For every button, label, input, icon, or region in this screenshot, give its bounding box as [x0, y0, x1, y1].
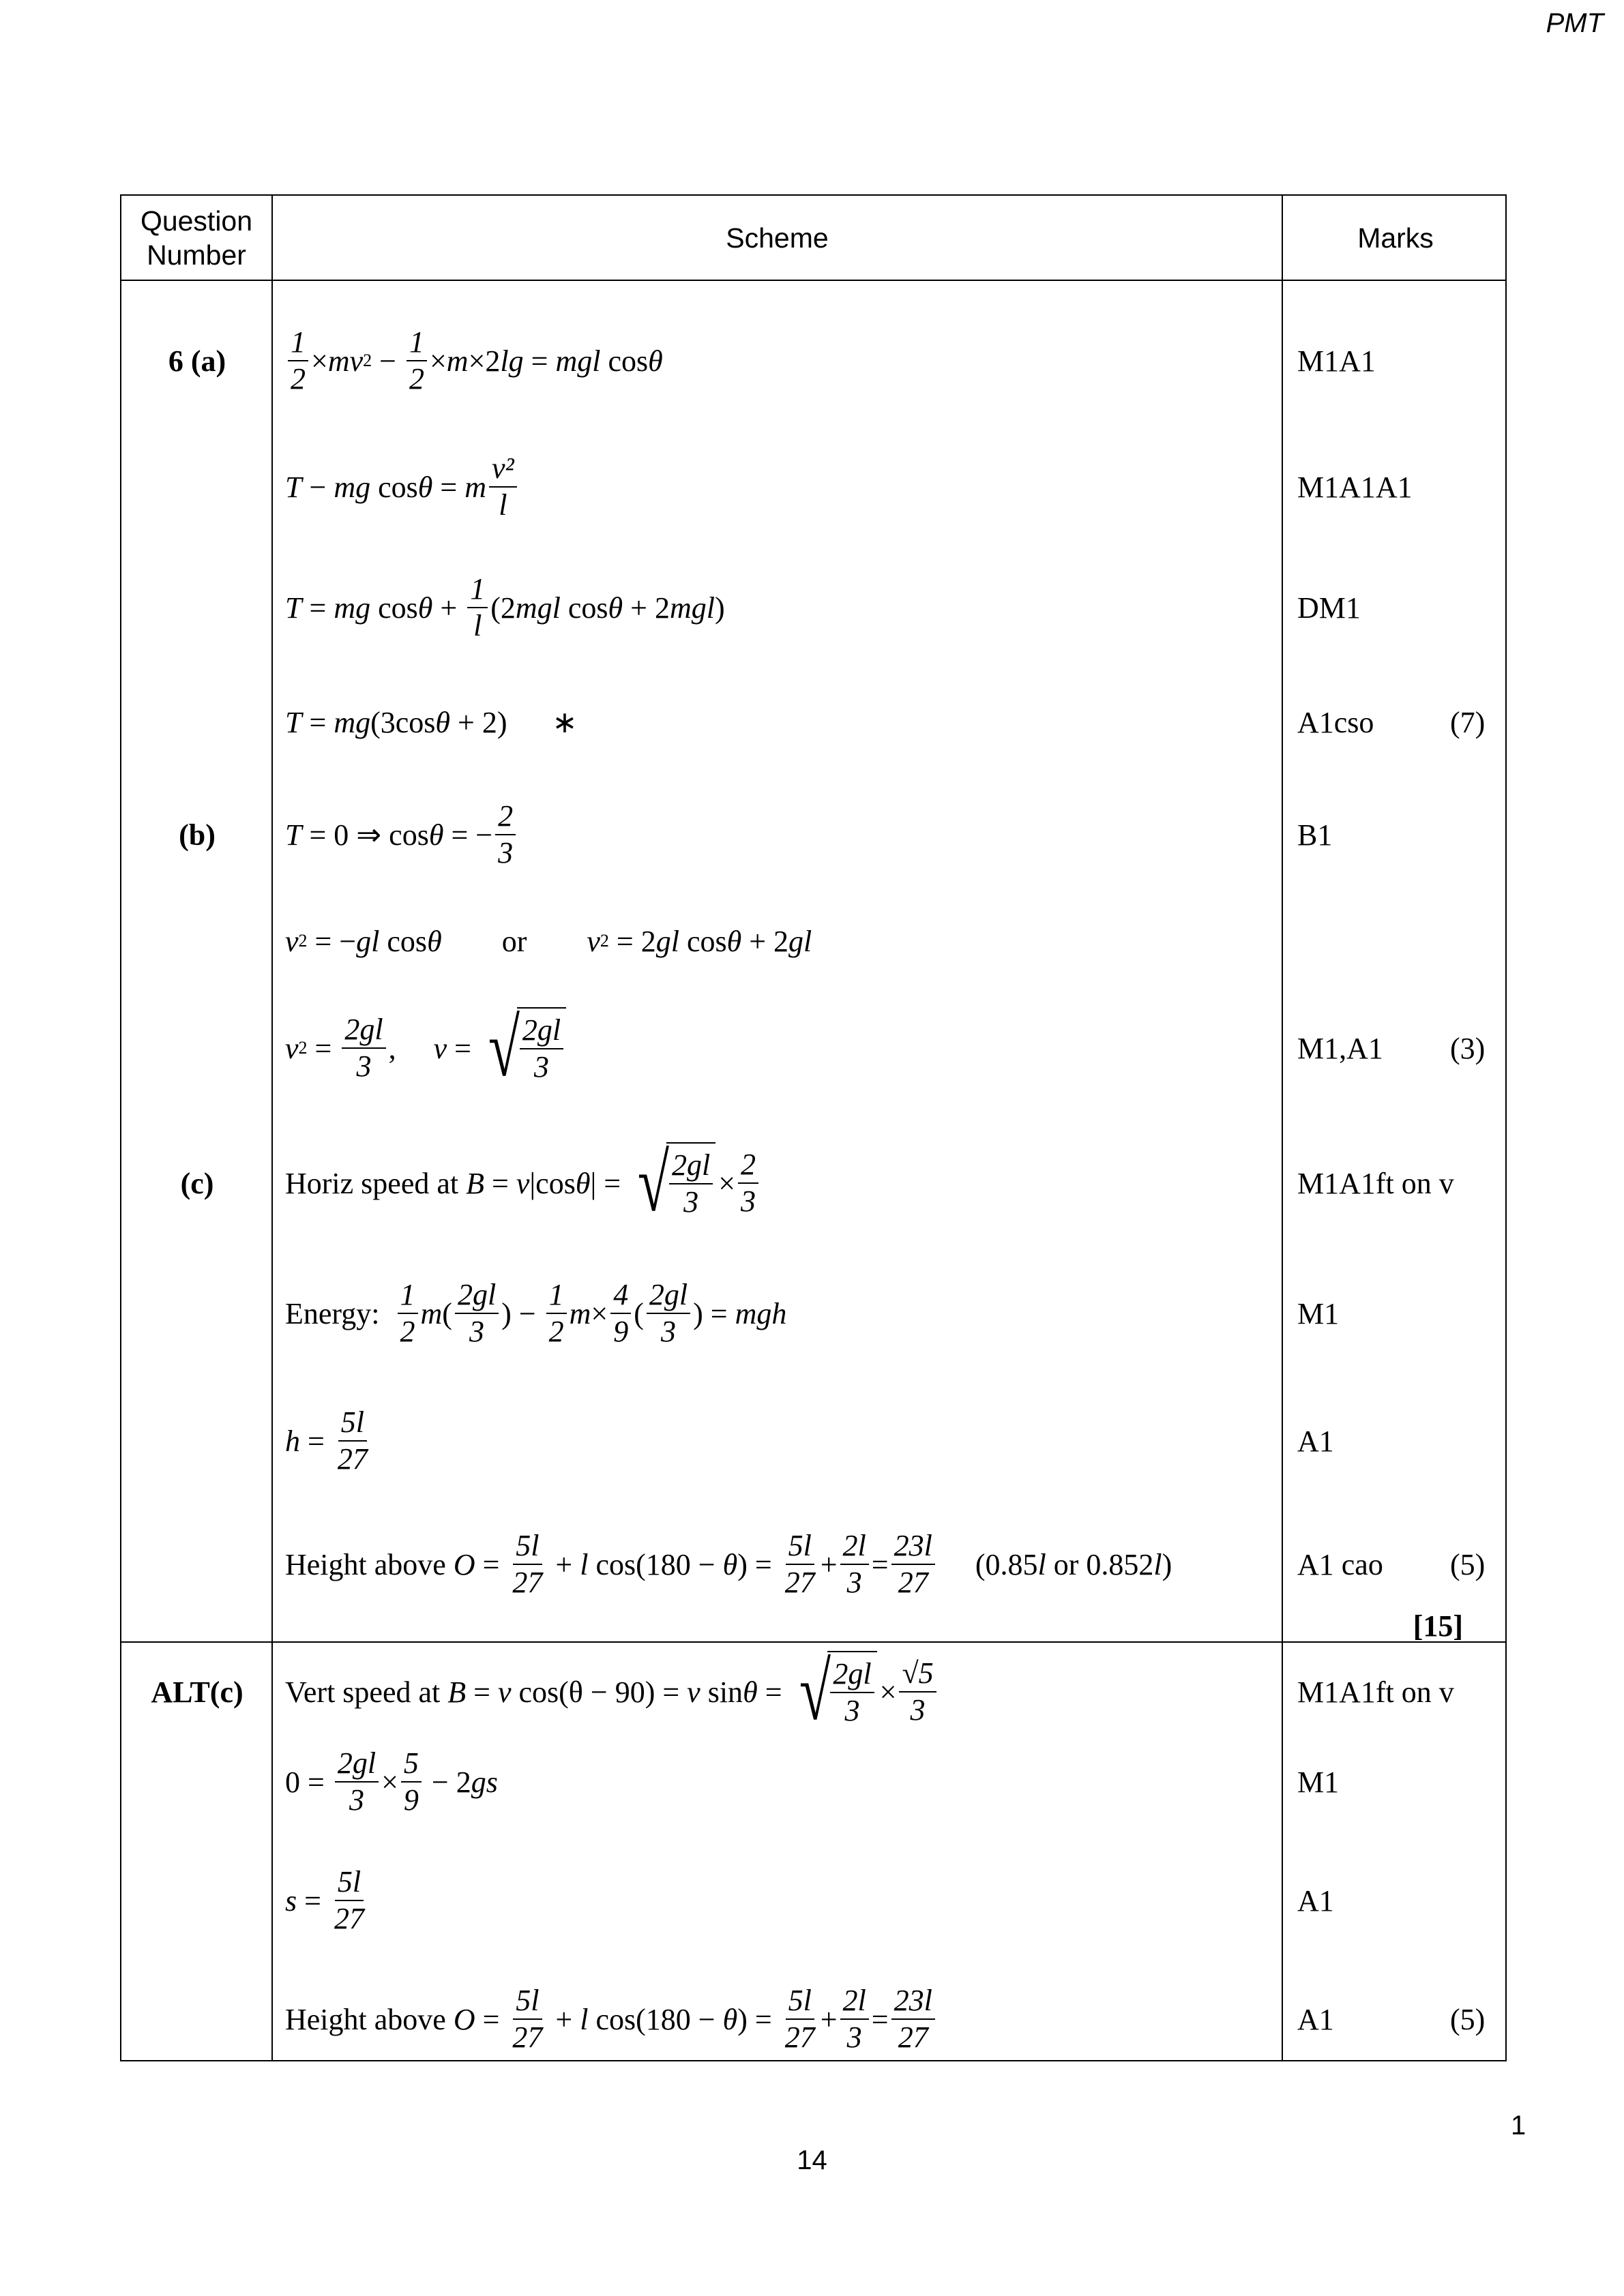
total-marks: [15]: [1413, 1609, 1463, 1643]
header-question-number: Question Number: [140, 205, 253, 271]
fraction: [840, 1528, 869, 1600]
header-divider: [121, 280, 1505, 281]
marks: M1: [1297, 1296, 1340, 1330]
math-text: m: [464, 470, 486, 504]
equation: [285, 1864, 370, 1937]
math-text: m: [446, 344, 469, 378]
math-text: =: [307, 1031, 340, 1065]
page-footer-number: 14: [797, 2145, 827, 2175]
math-text: θ: [743, 1675, 758, 1709]
math-text: ×: [879, 1675, 897, 1709]
denominator: 27: [898, 2021, 928, 2054]
math-text: ) −: [501, 1296, 544, 1330]
equation: [285, 1528, 1172, 1600]
equation: [285, 1405, 373, 1477]
equation: [285, 1746, 498, 1818]
fraction: [489, 451, 517, 523]
fraction: [647, 1277, 690, 1350]
math-text: Energy:: [285, 1296, 395, 1330]
fraction: [840, 1983, 869, 2055]
numerator: 2gl: [335, 1746, 379, 1783]
scheme-row: [121, 313, 1505, 408]
denominator: 3: [683, 1185, 699, 1219]
fraction: [520, 1013, 563, 1085]
denominator: 2: [409, 362, 424, 396]
denominator: 3: [844, 1694, 860, 1727]
equation: [285, 924, 812, 959]
radical-sign: √: [799, 1646, 831, 1737]
numerator: v²: [489, 451, 517, 488]
math-text: | =: [590, 1166, 629, 1200]
fraction: [467, 571, 488, 644]
math-text: v: [687, 1675, 700, 1709]
math-text: − 2: [424, 1765, 471, 1799]
question-label: (c): [180, 1166, 214, 1200]
denominator: l: [499, 488, 507, 522]
numerator: 5l: [513, 1528, 542, 1565]
math-text: 0 =: [285, 1765, 332, 1799]
math-text: cos(180 −: [588, 2002, 723, 2036]
denominator: 27: [334, 1902, 364, 1935]
numerator: 2: [495, 799, 516, 835]
fraction: [610, 1277, 631, 1350]
scheme-row: [121, 1266, 1505, 1361]
equation: [285, 325, 663, 397]
fraction: [288, 325, 308, 397]
header-marks: Marks: [1357, 222, 1434, 254]
math-text: =: [871, 2002, 889, 2036]
denominator: 9: [613, 1315, 629, 1348]
math-text: ) =: [737, 2002, 780, 2036]
math-text: +: [820, 2002, 838, 2036]
equation: [285, 1137, 761, 1228]
marks-subtotal: (5): [1450, 1547, 1486, 1581]
marks-subtotal: (5): [1450, 2002, 1486, 2036]
math-text: cos: [370, 591, 418, 625]
math-text: ,: [388, 1031, 434, 1065]
math-text: ×: [591, 1296, 608, 1330]
scheme-row: [121, 787, 1505, 882]
numerator: 1: [407, 325, 427, 361]
fraction: [510, 1983, 545, 2055]
fraction: [782, 1983, 818, 2055]
math-text: l: [1037, 1547, 1046, 1581]
math-text: +: [548, 1547, 580, 1581]
math-text: ×: [718, 1166, 736, 1200]
math-text: −: [301, 470, 334, 504]
math-text: l: [580, 1547, 589, 1581]
math-text: θ: [427, 924, 442, 958]
math-text: =: [475, 1547, 507, 1581]
math-text: (2: [490, 591, 516, 625]
scheme-row: [121, 1135, 1505, 1231]
math-text: T: [285, 705, 302, 739]
math-text: cos: [679, 924, 727, 958]
math-text: v: [516, 1166, 530, 1200]
superscript: 2: [298, 1038, 308, 1058]
math-text: ×: [311, 344, 328, 378]
numerator: 2gl: [455, 1277, 499, 1314]
denominator: 27: [784, 1566, 815, 1599]
fraction: [401, 1746, 422, 1818]
math-text: v: [285, 924, 299, 958]
denominator: 3: [469, 1315, 485, 1348]
math-text: + 2: [741, 924, 789, 958]
denominator: 27: [512, 1566, 543, 1599]
math-text: −: [372, 344, 404, 378]
math-text: (: [442, 1296, 452, 1330]
math-text: θ: [608, 591, 623, 625]
math-text: mgh: [735, 1296, 787, 1330]
question-label: (b): [179, 818, 216, 852]
numerator: 1: [546, 1277, 567, 1314]
numerator: √5: [899, 1656, 936, 1693]
marks: A1 cao: [1297, 1547, 1383, 1581]
scheme-row: [121, 1853, 1505, 1948]
radical-sign: √: [637, 1137, 670, 1228]
math-text: cos: [560, 591, 608, 625]
math-text: + 2) ∗: [450, 705, 578, 739]
math-text: l: [1153, 1547, 1162, 1581]
numerator: 23l: [891, 1983, 935, 2020]
math-text: ×: [429, 344, 447, 378]
scheme-row: [121, 560, 1505, 655]
math-text: θ: [726, 924, 742, 958]
marks: B1: [1297, 818, 1333, 852]
numerator: 5l: [338, 1405, 367, 1442]
scheme-row: [121, 1517, 1505, 1612]
equation: [285, 1983, 938, 2055]
math-text: s: [285, 1883, 297, 1918]
math-text: |cos: [529, 1166, 576, 1200]
denominator: 3: [846, 2021, 862, 2054]
math-text: h: [285, 1424, 300, 1458]
math-text: T: [285, 470, 302, 504]
fraction: [335, 1405, 370, 1477]
math-text: Horiz speed at: [285, 1166, 467, 1200]
equation: [285, 1002, 569, 1093]
question-label: ALT(c): [151, 1675, 243, 1709]
math-text: =: [300, 1424, 332, 1458]
numerator: 2gl: [342, 1012, 385, 1049]
math-text: gl: [356, 924, 380, 958]
math-text: θ: [722, 2002, 738, 2036]
math-text: ×: [381, 1765, 398, 1799]
math-text: Height above: [285, 1547, 454, 1581]
math-text: sin: [700, 1675, 743, 1709]
math-text: mgl: [515, 591, 561, 625]
fraction: [782, 1528, 818, 1600]
radicand: [517, 1007, 566, 1089]
math-text: = −: [443, 818, 493, 852]
marks: M1A1ft on v: [1297, 1675, 1454, 1709]
scheme-row: [121, 1734, 1505, 1830]
marks-subtotal: (3): [1450, 1031, 1486, 1065]
math-text: B: [466, 1166, 485, 1200]
numerator: 4: [610, 1277, 631, 1314]
marks: M1A1A1: [1297, 470, 1413, 504]
numerator: 5l: [513, 1983, 542, 2020]
denominator: 3: [846, 1566, 862, 1599]
fraction: [455, 1277, 499, 1350]
denominator: 27: [512, 2021, 543, 2054]
math-text: l: [580, 2002, 589, 2036]
header-scheme: Scheme: [726, 222, 829, 254]
denominator: 3: [356, 1049, 372, 1083]
fraction: [495, 799, 516, 871]
radicand: [666, 1142, 715, 1224]
equation: [285, 1646, 939, 1737]
math-text: =: [301, 591, 334, 625]
math-text: (3cos: [370, 705, 436, 739]
superscript: 2: [298, 931, 308, 951]
math-text: T: [285, 818, 302, 852]
math-text: cos: [370, 470, 418, 504]
denominator: 3: [910, 1693, 926, 1727]
math-text: (: [634, 1296, 644, 1330]
math-text: cos(180 −: [588, 1547, 723, 1581]
scheme-row: [121, 439, 1505, 535]
math-text: θ: [575, 1166, 591, 1200]
math-text: cos(θ − 90) =: [511, 1675, 688, 1709]
math-text: θ: [722, 1547, 738, 1581]
radical-sign: √: [488, 1002, 520, 1093]
numerator: 5: [401, 1746, 422, 1783]
numerator: 5l: [786, 1983, 814, 2020]
math-text: ) =: [737, 1547, 780, 1581]
math-text: B: [447, 1675, 467, 1709]
math-text: +: [548, 2002, 580, 2036]
math-text: ): [714, 591, 725, 625]
denominator: 3: [349, 1783, 364, 1817]
math-text: gs: [471, 1765, 498, 1799]
marks: M1A1: [1297, 344, 1376, 378]
math-text: = 2: [608, 924, 656, 958]
alt-divider: [121, 1641, 1505, 1643]
marks: M1A1ft on v: [1297, 1166, 1454, 1200]
denominator: 2: [548, 1315, 564, 1348]
fraction: [899, 1656, 936, 1728]
numerator: 2l: [840, 1983, 869, 2020]
math-text: mg: [334, 705, 371, 739]
mark-scheme-table: [120, 194, 1507, 2061]
superscript: 2: [363, 351, 372, 370]
marks: M1,A1: [1297, 1031, 1383, 1065]
math-text: θ: [417, 591, 433, 625]
fraction: [738, 1147, 758, 1219]
math-text: + 2: [623, 591, 670, 625]
equation: [285, 799, 518, 871]
math-text: or: [441, 924, 587, 958]
numerator: 2gl: [830, 1656, 874, 1693]
square-root: [793, 1646, 877, 1737]
denominator: 27: [337, 1442, 368, 1476]
math-text: gl: [655, 924, 679, 958]
denominator: 2: [291, 362, 306, 396]
scheme-row: [121, 1971, 1505, 2067]
denominator: 3: [498, 836, 514, 869]
denominator: 27: [898, 1566, 928, 1599]
scheme-row: [121, 674, 1505, 770]
page-corner-number: 1: [1511, 2111, 1526, 2141]
math-text: mg: [334, 470, 371, 504]
marks: M1: [1297, 1765, 1340, 1799]
math-text: ×2: [468, 344, 501, 378]
numerator: 2l: [840, 1528, 869, 1565]
math-text: =: [484, 1166, 516, 1200]
fraction: [669, 1148, 713, 1220]
math-text: v: [587, 924, 600, 958]
equation: [285, 1277, 786, 1350]
fraction: [342, 1012, 385, 1084]
math-text: mg: [334, 591, 371, 625]
math-text: =: [432, 470, 465, 504]
numerator: 5l: [335, 1864, 364, 1901]
math-text: v: [433, 1031, 447, 1065]
denominator: 3: [661, 1315, 677, 1348]
scheme-row: [121, 1000, 1505, 1096]
math-text: +: [820, 1547, 838, 1581]
marks: A1: [1297, 1424, 1334, 1458]
fraction: [891, 1983, 935, 2055]
math-text: cos: [379, 924, 428, 958]
numerator: 1: [467, 571, 488, 608]
square-root: [482, 1002, 566, 1093]
fraction: [398, 1277, 418, 1350]
math-text: O: [453, 2002, 475, 2036]
radicand: [827, 1651, 876, 1733]
numerator: 2gl: [647, 1277, 690, 1314]
math-text: m: [420, 1296, 443, 1330]
denominator: l: [473, 609, 482, 642]
math-text: θ: [417, 470, 433, 504]
math-text: Height above: [285, 2002, 454, 2036]
math-text: v: [285, 1031, 299, 1065]
question-label: 6 (a): [168, 344, 226, 378]
numerator: 2gl: [520, 1013, 563, 1049]
math-text: mv: [327, 344, 364, 378]
math-text: =: [447, 1031, 479, 1065]
math-text: mgl: [555, 344, 601, 378]
equation: [285, 571, 725, 644]
marks-subtotal: (7): [1450, 705, 1486, 739]
math-text: lg: [500, 344, 524, 378]
square-root: [631, 1137, 715, 1228]
denominator: 3: [533, 1050, 549, 1084]
denominator: 27: [784, 2021, 815, 2054]
fraction: [891, 1528, 935, 1600]
math-text: Vert speed at: [285, 1675, 448, 1709]
fraction: [407, 325, 427, 397]
math-text: =: [523, 344, 556, 378]
math-text: ) =: [693, 1296, 735, 1330]
equation: [285, 705, 577, 740]
math-text: (0.85: [937, 1547, 1038, 1581]
math-text: gl: [788, 924, 812, 958]
denominator: 3: [741, 1184, 756, 1218]
fraction: [546, 1277, 567, 1350]
math-text: ): [1162, 1547, 1172, 1581]
math-text: mgl: [669, 591, 715, 625]
math-text: θ: [428, 818, 444, 852]
pmt-header-tag: PMT: [1546, 8, 1604, 38]
numerator: 2: [738, 1147, 758, 1184]
denominator: 2: [400, 1315, 415, 1348]
math-text: θ: [435, 705, 451, 739]
math-text: = −: [307, 924, 357, 958]
math-text: T: [285, 591, 302, 625]
numerator: 1: [398, 1277, 418, 1314]
math-text: = 0 ⇒ cos: [301, 818, 429, 852]
marks: DM1: [1297, 591, 1361, 625]
fraction: [510, 1528, 545, 1600]
numerator: 5l: [786, 1528, 814, 1565]
superscript: 2: [600, 931, 609, 951]
scheme-row: [121, 1393, 1505, 1489]
fraction: [335, 1746, 379, 1818]
scheme-row: [121, 893, 1505, 989]
marks: A1cso: [1297, 705, 1374, 739]
marks: A1: [1297, 1883, 1334, 1918]
numerator: 23l: [891, 1528, 935, 1565]
fraction: [830, 1656, 874, 1729]
math-text: v: [497, 1675, 512, 1709]
denominator: 9: [403, 1783, 419, 1817]
numerator: 2gl: [669, 1148, 713, 1184]
marks: A1: [1297, 2002, 1334, 2036]
math-text: =: [475, 2002, 507, 2036]
math-text: m: [569, 1296, 591, 1330]
equation: [285, 451, 520, 523]
math-text: +: [432, 591, 465, 625]
math-text: =: [466, 1675, 498, 1709]
math-text: =: [757, 1675, 790, 1709]
math-text: θ: [648, 344, 663, 378]
fraction: [331, 1864, 367, 1937]
math-text: =: [301, 705, 334, 739]
numerator: 1: [288, 325, 308, 361]
math-text: or 0.852: [1046, 1547, 1154, 1581]
math-text: =: [297, 1883, 329, 1918]
scheme-row: [121, 1644, 1505, 1740]
math-text: =: [871, 1547, 889, 1581]
math-text: O: [453, 1547, 475, 1581]
math-text: cos: [600, 344, 649, 378]
